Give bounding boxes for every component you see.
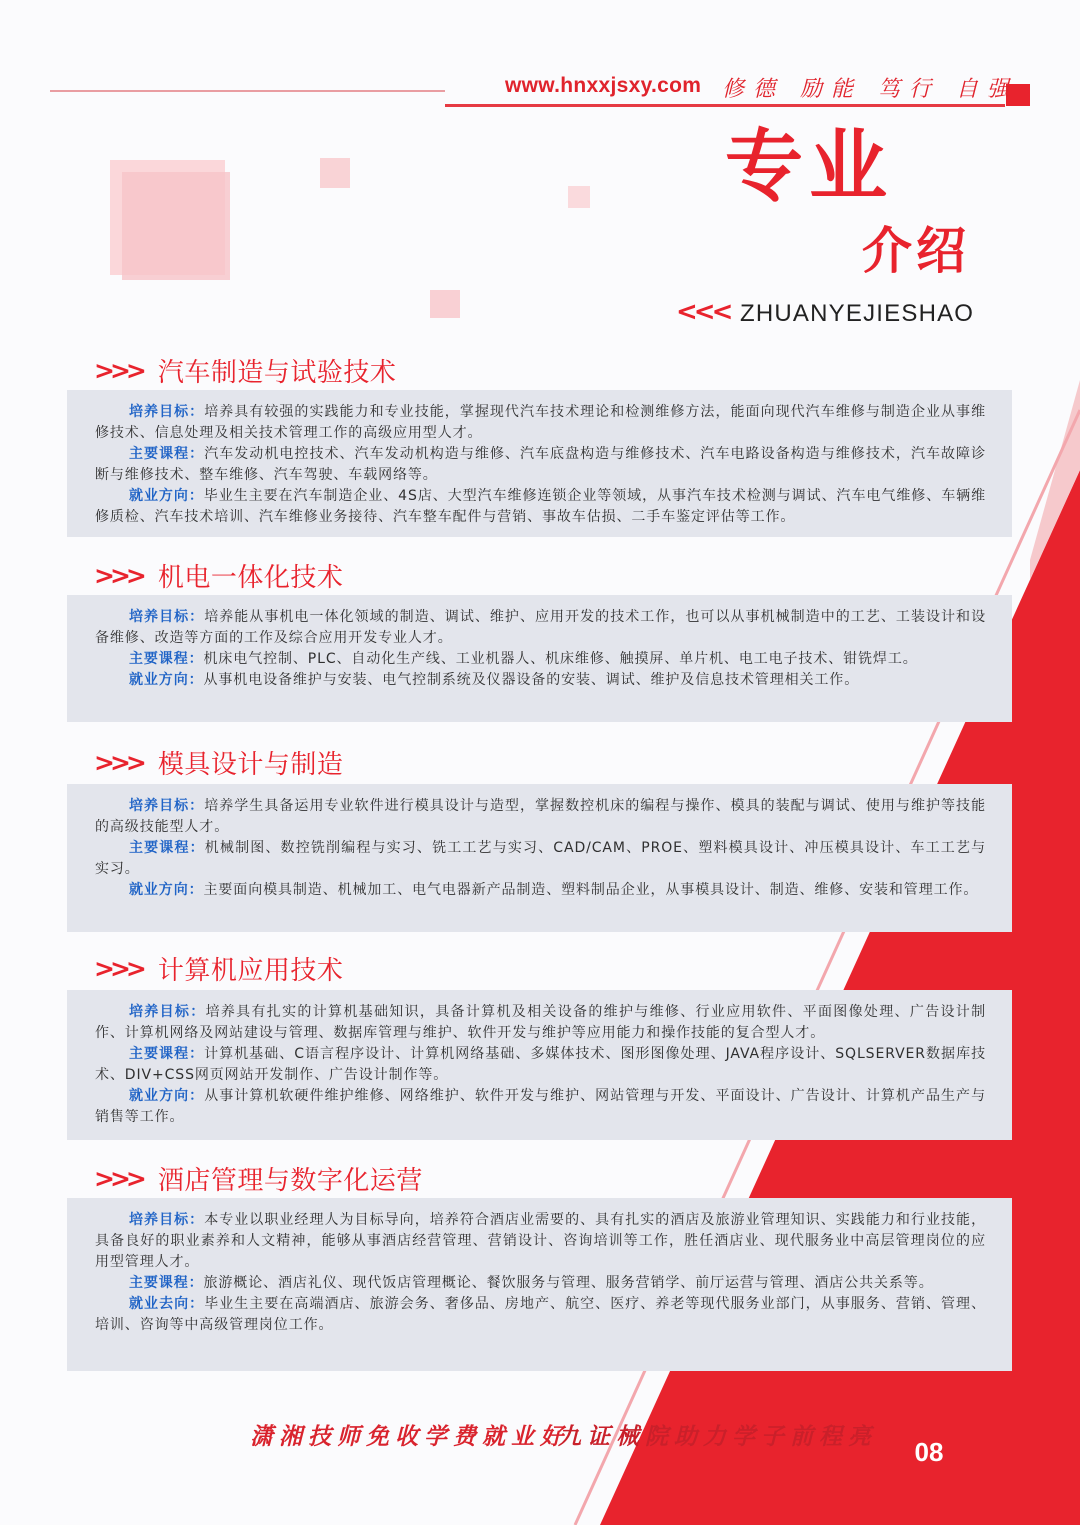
footer-slogan-left: 潇湘技师免收学费就业好: [250, 1423, 569, 1450]
row-careers: [95, 670, 986, 691]
row-text: 机械制图、数控铣削编程与实习、铣工工艺与实习、CAD/CAM、PROE、塑料模具设计、冲压模具设计、车工工艺与实习。: [95, 840, 986, 877]
section-box-computer: [67, 990, 1012, 1140]
row-label: 培养目标：: [129, 1212, 205, 1228]
row-text: 机床电气控制、PLC、自动化生产线、工业机器人、机床维修、触摸屏、单片机、电工电子技术、钳铣焊工。: [203, 651, 918, 667]
page-title: 专业: [725, 122, 894, 212]
row-text: 毕业生主要在高端酒店、旅游会务、奢侈品、房地产、航空、医疗、养老等现代服务业部门，从事服务、营销、管理、培训、咨询等中高级管理岗位工作。: [95, 1296, 986, 1333]
row-label: 主要课程：: [129, 840, 205, 856]
row-careers: [95, 486, 986, 528]
header-line-right: [445, 104, 1005, 107]
row-text: 培养能从事机电一体化领域的制造、调试、维护、应用开发的技术工作，也可以从事机械制造中的工艺、工装设计和设备维修、改造等方面的工作及综合应用开发专业人才。: [95, 609, 986, 646]
row-label: 主要课程：: [129, 446, 205, 462]
section-name: 酒店管理与数字化运营: [157, 1166, 423, 1196]
row-goal: [95, 607, 986, 649]
row-label: 就业方向：: [129, 488, 204, 504]
chevron-left-icon: <<<: [676, 297, 730, 327]
pink-square-small-1: [320, 158, 350, 188]
header-line-left: [50, 90, 445, 92]
school-motto: 修德 励能 笃行 自强: [722, 77, 1018, 102]
row-goal: [95, 1210, 986, 1273]
chevron-right-icon: >>>: [94, 748, 142, 777]
row-label: 就业去向：: [129, 1296, 205, 1312]
chevron-right-icon: >>>: [94, 561, 142, 590]
page-number: 08: [914, 1437, 944, 1467]
page-subtitle: 介绍: [862, 222, 970, 280]
chevron-right-icon: >>>: [94, 954, 142, 983]
row-text: 培养学生具备运用专业软件进行模具设计与造型，掌握数控机床的编程与操作、模具的装配与调试、使用与维护等技能的高级技能型人才。: [95, 798, 986, 835]
row-text: 主要面向模具制造、机械加工、电气电器新产品制造、塑料制品企业，从事模具设计、制造、维修、安装和管理工作。: [203, 882, 979, 898]
row-label: 主要课程：: [129, 1275, 204, 1291]
row-label: 主要课程：: [129, 1046, 205, 1062]
section-name: 模具设计与制造: [157, 750, 344, 780]
section-name: 计算机应用技术: [157, 956, 344, 986]
row-courses: [95, 444, 986, 486]
section-title-mould: [94, 744, 343, 781]
row-goal: [95, 402, 986, 444]
row-label: 就业方向：: [129, 1088, 205, 1104]
pink-square-small-2: [568, 186, 590, 208]
website-url[interactable]: www.hnxxjsxy.com: [505, 74, 702, 97]
row-label: 主要课程：: [129, 651, 204, 667]
row-label: 培养目标：: [129, 1004, 206, 1020]
row-careers: [95, 1086, 986, 1128]
title-pinyin: ZHUANYEJIESHAO: [740, 300, 975, 327]
row-label: 就业方向：: [129, 882, 204, 898]
row-text: 计算机基础、C语言程序设计、计算机网络基础、多媒体技术、图形图像处理、JAVA程序设计、SQLSERVER数据库技术、DIV+CSS网页网站开发制作、广告设计制作等。: [95, 1046, 986, 1083]
row-label: 就业方向：: [129, 672, 204, 688]
row-careers: [95, 1294, 986, 1336]
row-label: 培养目标：: [129, 404, 205, 420]
row-label: 培养目标：: [129, 798, 205, 814]
row-goal: [95, 1002, 986, 1044]
section-title-auto: [94, 352, 396, 389]
row-text: 汽车发动机电控技术、汽车发动机构造与维修、汽车底盘构造与维修技术、汽车电路设备构造与维修技术，汽车故障诊断与维修技术、整车维修、汽车驾驶、车载网络等。: [95, 446, 986, 483]
row-text: 从事机电设备维护与安装、电气控制系统及仪器设备的安装、调试、维护及信息技术管理相关工作。: [203, 672, 860, 688]
section-title-mechatronics: [94, 557, 343, 594]
row-label: 培养目标：: [129, 609, 205, 625]
section-title-hotel: [94, 1160, 423, 1197]
pink-square-small-3: [430, 290, 460, 318]
row-courses: [95, 649, 986, 670]
section-box-mechatronics: [67, 595, 1012, 722]
row-text: 旅游概论、酒店礼仪、现代饭店管理概论、餐饮服务与管理、服务营销学、前厅运营与管理、酒店公共关系等。: [203, 1275, 934, 1291]
row-courses: [95, 1044, 986, 1086]
row-courses: [95, 838, 986, 880]
row-text: 培养具有扎实的计算机基础知识，具备计算机及相关设备的维护与维修、行业应用软件、平面图像处理、广告设计制作、计算机网络及网站建设与管理、数据库管理与维护、软件开发与维护等应用能力和操作技能的复合型人才。: [95, 1004, 986, 1041]
row-text: 从事计算机软硬件维护维修、网络维护、软件开发与维护、网站管理与开发、平面设计、广告设计、计算机产品生产与销售等工作。: [95, 1088, 986, 1125]
row-courses: [95, 1273, 986, 1294]
row-text: 毕业生主要在汽车制造企业、4S店、大型汽车维修连锁企业等领域，从事汽车技术检测与调试、汽车电气维修、车辆维修质检、汽车技术培训、汽车维修业务接待、汽车整车配件与营销、事故车估损、二手车鉴定评估等工作。: [95, 488, 987, 525]
row-careers: [95, 880, 986, 901]
section-name: 汽车制造与试验技术: [157, 358, 397, 388]
section-box-mould: [67, 784, 1012, 932]
section-box-hotel: [67, 1198, 1012, 1371]
section-name: 机电一体化技术: [157, 563, 344, 593]
footer-slogan-right: 九证械院助力学子前程亮: [558, 1423, 877, 1450]
page-number-box: [889, 1417, 969, 1525]
row-text: 本专业以职业经理人为目标导向，培养符合酒店业需要的、具有扎实的酒店及旅游业管理知识、实践能力和行业技能，具备良好的职业素养和人文精神，能够从事酒店经营管理、营销设计、咨询培训等工作，胜任酒店业、现代服务业中高层管理岗位的应用型管理人才。: [95, 1212, 986, 1270]
section-box-auto: [67, 390, 1012, 537]
pink-square-overlay: [122, 172, 230, 280]
chevron-right-icon: >>>: [94, 356, 142, 385]
row-text: 培养具有较强的实践能力和专业技能，掌握现代汽车技术理论和检测维修方法，能面向现代汽车维修与制造企业从事维修技术、信息处理及相关技术管理工作的高级应用型人才。: [95, 404, 986, 441]
section-title-computer: [94, 950, 343, 987]
chevron-right-icon: >>>: [94, 1164, 142, 1193]
row-goal: [95, 796, 986, 838]
